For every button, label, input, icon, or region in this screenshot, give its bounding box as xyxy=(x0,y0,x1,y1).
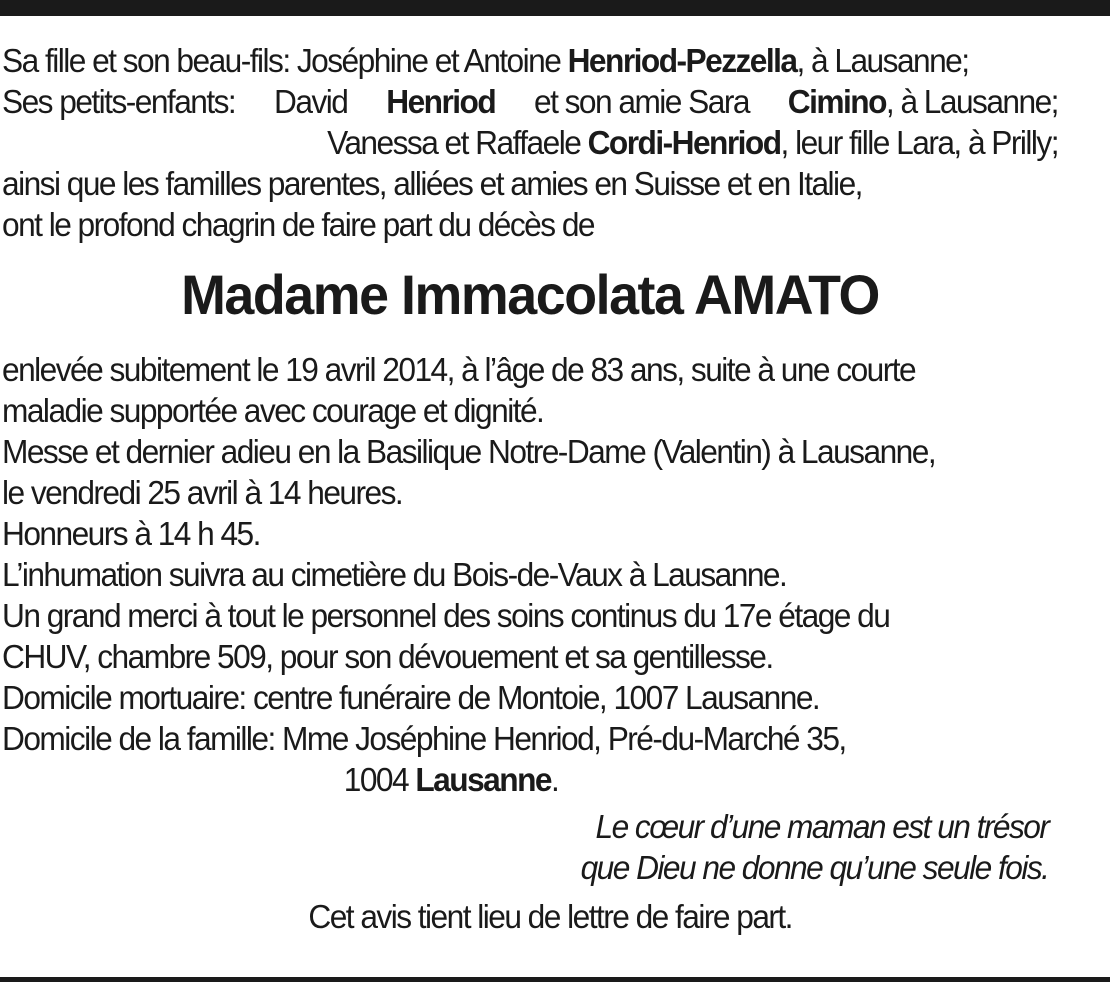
grandchildren-label: Ses petits-enfants: xyxy=(2,83,236,120)
detail-line-4: le vendredi 25 avril à 14 heures. xyxy=(2,474,403,511)
gc1-prefix: David xyxy=(274,83,348,120)
gc2-suffix: , leur fille Lara, à Prilly; xyxy=(780,124,1058,161)
address-postcode: 1004 xyxy=(343,761,416,798)
gc2-prefix: Vanessa et Raffaele xyxy=(327,124,588,161)
verse-line-1: Le cœur d’une maman est un trésor xyxy=(595,808,1049,845)
detail-line-10: Domicile de la famille: Mme Joséphine Henriod, Pré-du-Marché 35, xyxy=(2,720,846,757)
address-city: Lausanne xyxy=(415,761,551,798)
family-address-line xyxy=(2,759,1058,800)
daughter-prefix: Sa fille et son beau-fils: Joséphine et Antoine xyxy=(2,42,568,79)
gc2-family-name: Cordi-Henriod xyxy=(587,124,781,161)
detail-line-6: L’inhumation suivra au cimetière du Bois-de-Vaux à Lausanne. xyxy=(2,556,787,593)
daughter-suffix: , à Lausanne; xyxy=(796,42,969,79)
detail-line-5: Honneurs à 14 h 45. xyxy=(2,515,260,552)
obituary-notice xyxy=(2,40,1058,937)
detail-line-7: Un grand merci à tout le personnel des soins continus du 17e étage du xyxy=(2,597,890,634)
gc1-family-name: Henriod xyxy=(386,83,496,120)
relatives-line: ainsi que les familles parentes, alliées et amies en Suisse et en Italie, xyxy=(2,165,862,202)
grandchildren-line-1 xyxy=(2,81,1058,122)
deceased-name: Madame Immacolata AMATO xyxy=(181,263,879,326)
detail-line-3: Messe et dernier adieu en la Basilique Notre-Dame (Valentin) à Lausanne, xyxy=(2,433,936,470)
closing-line: Cet avis tient lieu de lettre de faire part. xyxy=(308,898,792,935)
top-border-rule xyxy=(0,0,1110,16)
daughter-family-name: Henriod-Pezzella xyxy=(567,42,797,79)
detail-line-2: maladie supportée avec courage et dignité. xyxy=(2,392,544,429)
gc1-mid: et son amie Sara xyxy=(534,83,749,120)
detail-line-8: CHUV, chambre 509, pour son dévouement et sa gentillesse. xyxy=(2,638,773,675)
announcement-line: ont le profond chagrin de faire part du décès de xyxy=(2,206,595,243)
grandchildren-line-2 xyxy=(2,122,1058,163)
gc1-suffix: , à Lausanne; xyxy=(885,83,1058,120)
gc1-partner-name: Cimino xyxy=(787,83,886,120)
bottom-border-rule xyxy=(0,977,1110,982)
family-daughter-line xyxy=(2,40,1058,81)
verse-line-2: que Dieu ne donne qu’une seule fois. xyxy=(580,849,1049,886)
detail-line-9: Domicile mortuaire: centre funéraire de Montoie, 1007 Lausanne. xyxy=(2,679,820,716)
detail-line-1: enlevée subitement le 19 avril 2014, à l’âge de 83 ans, suite à une courte xyxy=(2,351,916,388)
verse-block xyxy=(2,806,1058,888)
address-end: . xyxy=(550,761,559,798)
